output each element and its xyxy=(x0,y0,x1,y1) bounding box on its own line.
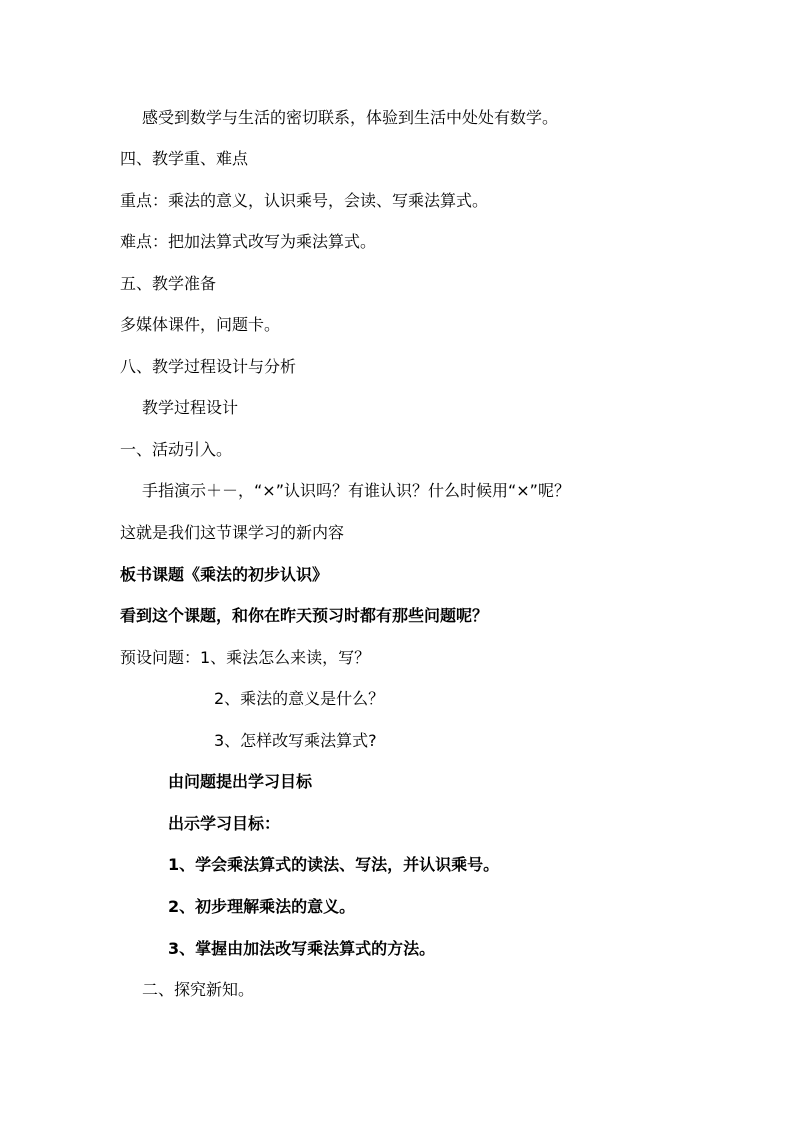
heading-key-difficult-points: 四、教学重、难点 xyxy=(120,149,249,168)
paragraph-life-connection: 感受到数学与生活的密切联系，体验到生活中处处有数学。 xyxy=(142,108,559,127)
heading-explore-new-knowledge: 二、探究新知。 xyxy=(142,980,255,999)
heading-activity-intro: 一、活动引入。 xyxy=(120,440,233,459)
paragraph-key-point: 重点：乘法的意义，认识乘号，会读、写乘法算式。 xyxy=(120,191,489,210)
paragraph-question-prompt: 看到这个课题，和你在昨天预习时都有那些问题呢？ xyxy=(120,606,489,625)
subheading-process-design: 教学过程设计 xyxy=(142,398,239,417)
paragraph-show-goals: 出示学习目标： xyxy=(168,814,281,833)
list-item-goal-2: 2、初步理解乘法的意义。 xyxy=(168,897,356,916)
paragraph-finger-demo: 手指演示＋－，“×”认识吗？有谁认识？什么时候用“×”呢？ xyxy=(142,481,570,500)
paragraph-new-content: 这就是我们这节课学习的新内容 xyxy=(120,523,345,542)
list-item-goal-3: 3、掌握由加法改写乘法算式的方法。 xyxy=(168,939,436,958)
heading-preparation: 五、教学准备 xyxy=(120,274,217,293)
paragraph-materials: 多媒体课件，问题卡。 xyxy=(120,315,281,334)
list-item-preset-question-3: 3、怎样改写乘法算式? xyxy=(214,731,377,750)
paragraph-board-title: 板书课题《乘法的初步认识》 xyxy=(120,565,329,584)
list-item-preset-question-1: 预设问题：1、乘法怎么来读，写？ xyxy=(120,648,371,667)
list-item-goal-1: 1、学会乘法算式的读法、写法，并认识乘号。 xyxy=(168,855,500,874)
list-item-preset-question-2: 2、乘法的意义是什么？ xyxy=(214,689,385,708)
heading-process-design: 八、教学过程设计与分析 xyxy=(120,357,297,376)
paragraph-goals-from-questions: 由问题提出学习目标 xyxy=(168,772,313,791)
paragraph-difficult-point: 难点：把加法算式改写为乘法算式。 xyxy=(120,232,377,251)
